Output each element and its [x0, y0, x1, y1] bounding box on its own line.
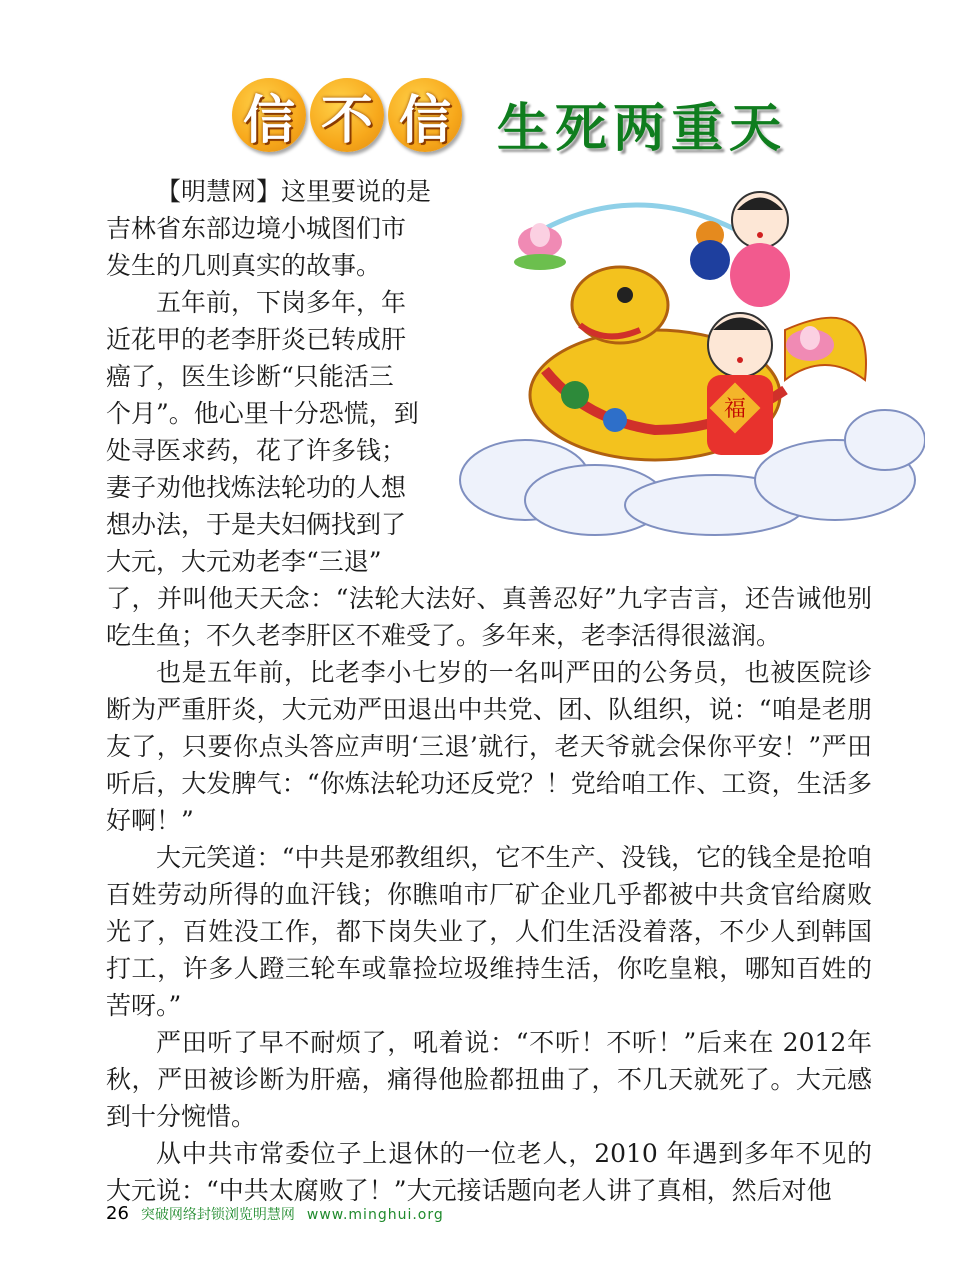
paragraph-4: 大元笑道：“中共是邪教组织，它不生产、没钱，它的钱全是抢咱百姓劳动所得的血汗钱；你瞧咱市厂矿企业几乎都被中共贪官给腐败光了，百姓没工作，都下岗失业了，人们生活没着落，不少人到韩国打工，许多人蹬三轮车或靠捡垃圾维持生活，你吃皇粮，哪知百姓的苦呀。”: [106, 843, 872, 1020]
title-badge-2: 不: [310, 78, 384, 152]
title-badges: [232, 78, 462, 152]
title-badge-1: 信: [232, 78, 306, 152]
page-header: [0, 0, 978, 170]
paragraph-6: 从中共市常委位子上退休的一位老人，2010 年遇到多年不见的大元说：“中共太腐败了！”大元接话题向老人讲了真相，然后对他: [106, 1139, 872, 1205]
article-body: [106, 173, 872, 1209]
paragraph-3: 也是五年前，比老李小七岁的一名叫严田的公务员，也被医院诊断为严重肝炎，大元劝严田退出中共党、团、队组织，说：“咱是老朋友了，只要你点头答应声明‘三退’就行，老天爷就会保你平安！”严田听后，大发脾气：“你炼法轮功还反党？！党给咱工作、工资，生活多好啊！”: [106, 658, 872, 835]
paragraph-1: 【明慧网】这里要说的是 吉林省东部边境小城图们市 发生的几则真实的故事。: [106, 177, 432, 280]
page-footer: [106, 1203, 444, 1224]
title-badge-3: 信: [388, 78, 462, 152]
footer-url[interactable]: www.minghui.org: [306, 1207, 444, 1223]
paragraph-5: 严田听了早不耐烦了，吼着说：“不听！不听！”后来在 2012年秋，严田被诊断为肝癌，痛得他脸都扭曲了，不几天就死了。大元感到十分惋惜。: [106, 1028, 872, 1131]
fu-character: 福: [723, 397, 747, 422]
footer-slogan: 突破网络封锁浏览明慧网: [140, 1207, 295, 1223]
article-title: 生死两重天: [497, 99, 788, 159]
page-number: 26: [106, 1203, 129, 1224]
paragraph-2: 五年前，下岗多年，年 近花甲的老李肝炎已转成肝 癌了，医生诊断“只能活三 个月”。他心里十分恐慌，到 处寻医求药，花了许多钱； 妻子劝他找炼法轮功的人想 想办法，于是夫妇俩找到了 大元，大元劝老李“三退” 了，并叫他天天念：“法轮大法好、真善忍好”九字吉言，还告诫他别吃生鱼；不久老李肝区不难受了。多年来，老李活得很滋润。: [106, 288, 872, 650]
